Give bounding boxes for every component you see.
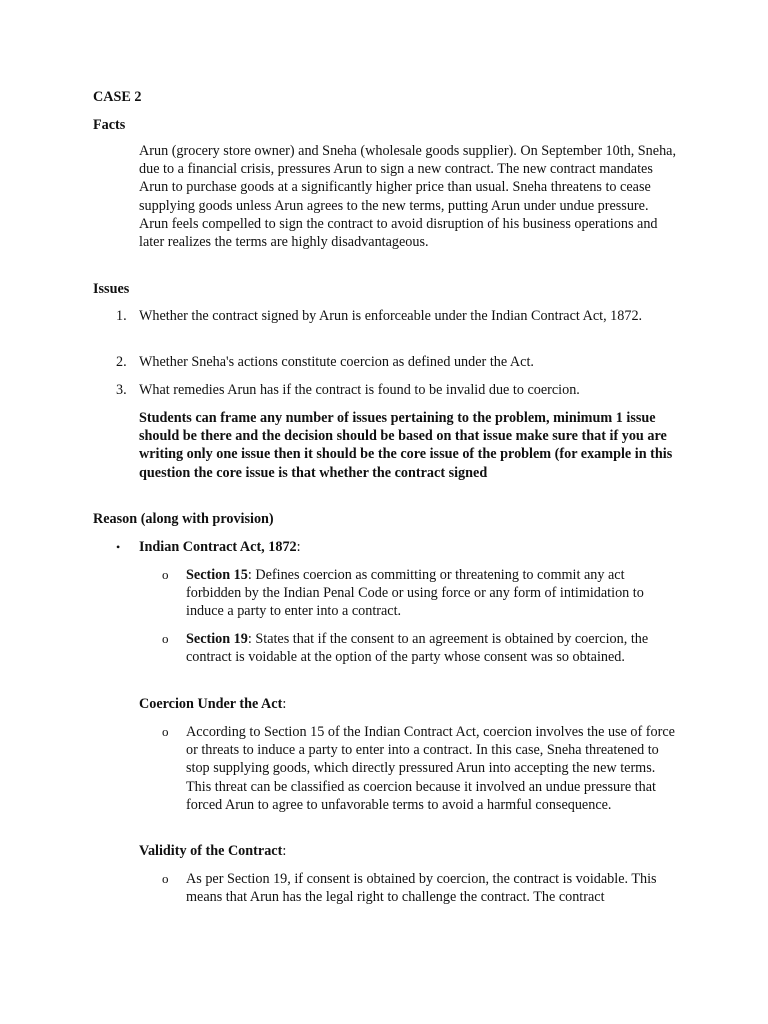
facts-paragraph: Arun (grocery store owner) and Sneha (wholesale goods supplier). On September 10th, Sneha, due to a financial crisis, pressures Arun to sign a new contract. The new contract mandates Arun to purchase goods at a significantly higher price than usual. Sneha threatens to cease supplying goods unless Arun agrees to the new terms, putting Arun under undue pressure. Arun feels compelled to sign the contract to avoid disruption of his business operations and later realizes the terms are highly disadvantageous. (139, 143, 677, 251)
section-19-paragraph (186, 630, 678, 666)
facts-heading: Facts (93, 117, 126, 133)
act-heading (139, 538, 301, 556)
section-15-text: : Defines coercion as committing or threatening to commit any act forbidden by the Indian Penal Code or using force or any form of intimidation to induce a party to enter into a contract. (186, 567, 644, 620)
coercion-heading (139, 695, 286, 713)
sub-bullet-icon: o (162, 871, 169, 886)
bullet-icon: • (116, 540, 121, 554)
coercion-title: Coercion Under the Act (139, 696, 283, 712)
section-15-label: Section 15 (186, 567, 248, 583)
case-heading: CASE 2 (93, 89, 142, 105)
issue-text-1: Whether the contract signed by Arun is enforceable under the Indian Contract Act, 1872. (139, 308, 643, 324)
section-19-label: Section 19 (186, 631, 248, 647)
sub-bullet-icon: o (162, 631, 169, 646)
coercion-colon: : (282, 696, 287, 712)
validity-heading (139, 842, 286, 860)
issue-text-2: Whether Sneha's actions constitute coercion as defined under the Act. (139, 354, 534, 370)
sub-bullet-icon: o (162, 567, 169, 582)
reason-heading: Reason (along with provision) (93, 511, 274, 527)
coercion-paragraph: According to Section 15 of the Indian Contract Act, coercion involves the use of force or threats to induce a party to enter into a contract. In this case, Sneha threatened to stop supplying goods, which directly pressured Arun into accepting the new terms. This threat can be classified as coercion because it involved an undue pressure that forced Arun to agree to unfavorable terms to avoid a harmful consequence. (186, 724, 675, 813)
issue-number-1: 1. (116, 308, 127, 324)
section-15-paragraph (186, 566, 678, 621)
validity-colon: : (282, 843, 287, 859)
issue-number-3: 3. (116, 382, 127, 398)
issues-note: Students can frame any number of issues pertaining to the problem, minimum 1 issue should be there and the decision should be based on that issue make sure that if you are writing only one issue then it should be the core issue of the problem (for example in this question the core issue is that whether the contract signed (139, 410, 673, 481)
validity-title: Validity of the Contract (139, 843, 283, 859)
act-title: Indian Contract Act, 1872 (139, 539, 297, 555)
validity-paragraph: As per Section 19, if consent is obtained by coercion, the contract is voidable. This means that Arun has the legal right to challenge the contract. The contract (186, 871, 657, 906)
sub-bullet-icon: o (162, 724, 169, 739)
issues-heading: Issues (93, 281, 130, 297)
section-19-text: : States that if the consent to an agreement is obtained by coercion, the contract is voidable at the option of the party whose consent was so obtained. (186, 631, 649, 666)
issue-text-3: What remedies Arun has if the contract is found to be invalid due to coercion. (139, 382, 580, 398)
issue-number-2: 2. (116, 354, 127, 370)
act-colon: : (296, 539, 301, 555)
